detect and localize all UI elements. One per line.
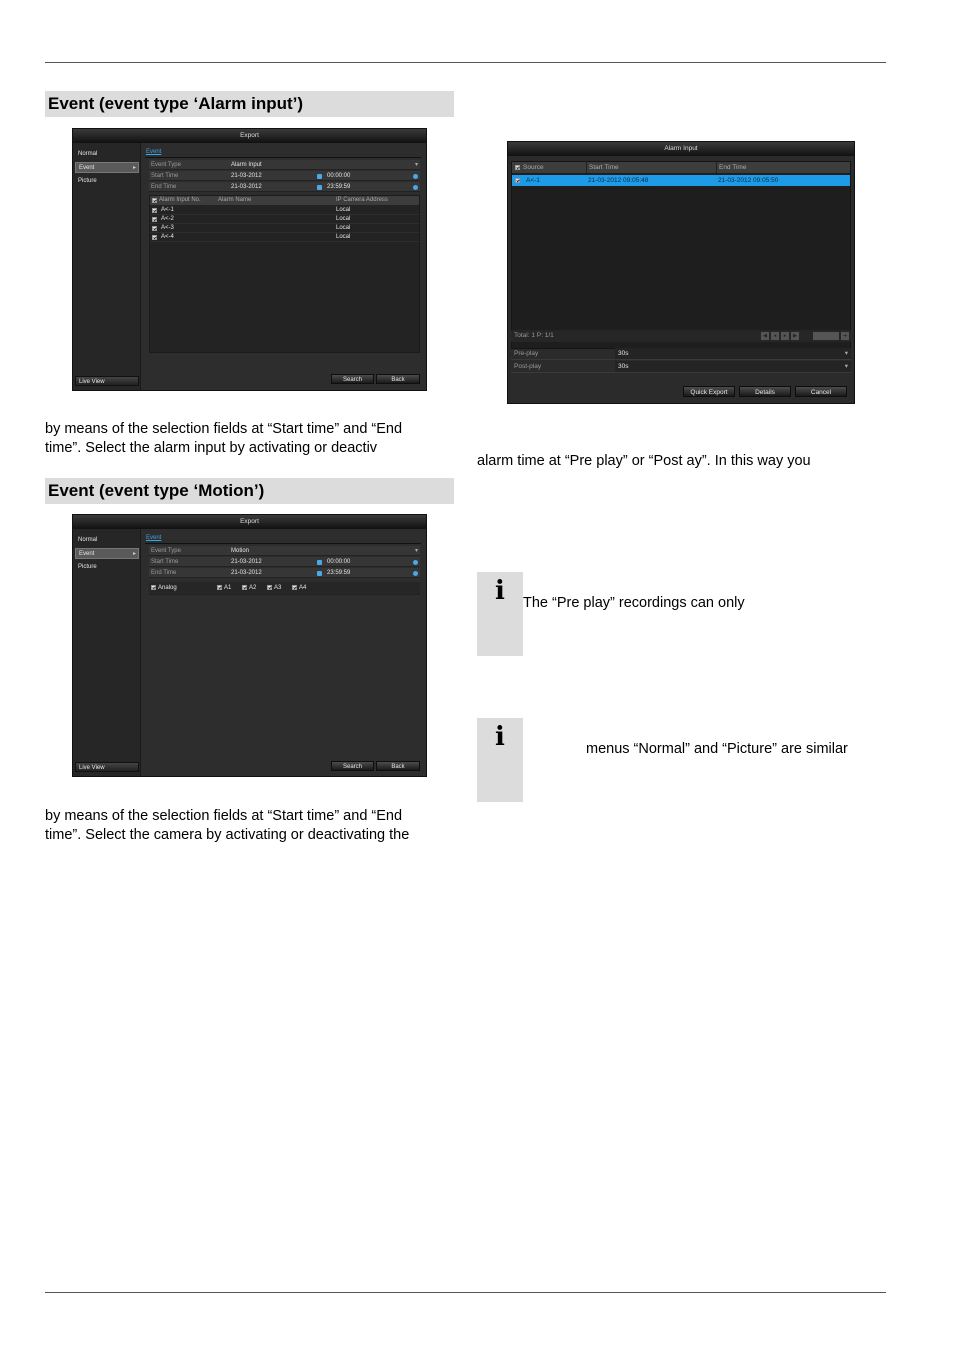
sidebar-item-normal[interactable]: Normal [78,537,98,543]
cancel-button[interactable]: Cancel [795,386,847,397]
first-page-icon[interactable]: ◀ [761,332,769,340]
calendar-icon[interactable] [317,185,322,190]
select-all-checkbox[interactable] [515,165,520,170]
paragraph-alarm-time: alarm time at “Pre play” or “Post ay”. In this way you [477,453,811,469]
end-clock-field[interactable]: 23:59:59 [327,570,351,576]
channel-checkbox[interactable] [217,585,222,590]
quick-export-button[interactable]: Quick Export [683,386,735,397]
info-box [477,718,523,802]
channel-checkbox[interactable] [292,585,297,590]
tab-divider [145,543,421,544]
end-date-field[interactable]: 21-03-2012 [231,570,262,576]
alarm-input-dialog [507,141,855,404]
alarm-input-no: A<-2 [161,216,174,222]
row-checkbox[interactable] [152,208,157,213]
section-heading-motion: Event (event type ‘Motion’) [45,478,454,504]
note-preplay: The “Pre play” recordings can only [523,595,745,611]
event-type-label: Event Type [151,548,181,554]
sidebar-item-picture[interactable]: Picture [78,178,97,184]
event-type-label: Event Type [151,162,181,168]
export-window-motion [72,514,427,777]
column-header: IP Camera Address [336,197,388,203]
table-header [150,196,419,205]
clock-icon[interactable] [413,174,418,179]
sidebar-item-picture[interactable]: Picture [78,564,97,570]
sidebar-item-event[interactable]: Event ▸ [75,548,139,559]
analog-checkbox[interactable] [151,585,156,590]
info-box [477,572,523,656]
channel-checkbox[interactable] [267,585,272,590]
go-page-icon[interactable]: ➜ [842,333,848,339]
text-line: by means of the selection fields at “Start time” and “End [45,808,403,824]
live-view-button[interactable]: Live View [75,762,139,772]
back-button[interactable]: Back [376,374,420,384]
table-row[interactable] [150,224,419,233]
start-time-label: Start Time [151,173,179,179]
footer-rule [45,1292,886,1293]
dialog-title: Alarm Input [508,142,854,156]
event-type-row[interactable] [149,160,420,170]
page-input[interactable] [813,332,839,340]
start-clock-field[interactable]: 00:00:00 [327,559,351,565]
postplay-row[interactable] [511,361,851,373]
back-button[interactable]: Back [376,761,420,771]
camera-address: Local [336,225,351,231]
camera-select-row [149,582,420,595]
sidebar [73,529,141,776]
alarm-input-no: A<-3 [161,225,174,231]
next-page-icon[interactable]: ▸ [781,332,789,340]
camera-address: Local [336,234,351,240]
calendar-icon[interactable] [317,174,322,179]
clock-icon[interactable] [413,571,418,576]
paragraph-alarm-input [45,420,402,458]
source-cell: A<-1 [526,177,540,184]
search-button[interactable]: Search [331,374,374,384]
prev-page-icon[interactable]: ◂ [771,332,779,340]
tab-event[interactable]: Event [146,149,162,155]
clock-icon[interactable] [413,185,418,190]
window-title: Export [73,515,426,529]
tab-event[interactable]: Event [146,535,162,541]
total-count: Total: 1 P: 1/1 [514,332,554,339]
alarm-input-no: A<-1 [161,207,174,213]
preplay-label: Pre-play [514,350,539,357]
window-title: Export [73,129,426,143]
column-header: Start Time [586,162,619,173]
channel-checkbox[interactable] [242,585,247,590]
note-menus: menus “Normal” and “Picture” are similar [586,741,848,757]
dropdown-arrow-icon: ▾ [414,548,418,554]
last-page-icon[interactable]: ▶ [791,332,799,340]
table-row[interactable] [512,175,850,186]
channel-label: A4 [299,585,307,591]
column-header: Alarm Name [218,197,252,203]
row-checkbox[interactable] [152,226,157,231]
preplay-row[interactable] [511,348,851,360]
start-time-cell: 21-03-2012 09:05:48 [588,177,649,184]
event-type-value: Motion [231,548,250,554]
clock-icon[interactable] [413,560,418,565]
camera-address: Local [336,207,351,213]
analog-label: Analog [158,585,177,591]
sidebar [73,143,141,390]
header-rule [45,62,886,63]
details-button[interactable]: Details [739,386,791,397]
start-date-field[interactable]: 21-03-2012 [231,173,262,179]
start-clock-field[interactable]: 00:00:00 [327,173,351,179]
table-row[interactable] [150,206,419,215]
paragraph-motion [45,807,409,845]
text-line: time”. Select the alarm input by activating or deactiv [45,440,378,456]
section-heading-alarm-input: Event (event type ‘Alarm input’) [45,91,454,117]
alarm-input-table [149,195,420,353]
export-window-alarm-input [72,128,427,391]
dropdown-arrow-icon: ▾ [414,162,418,168]
postplay-label: Post-play [514,363,542,370]
event-type-value: Alarm Input [231,162,262,168]
end-time-row [149,568,420,578]
start-time-row [149,557,420,567]
calendar-icon[interactable] [317,571,322,576]
table-row[interactable] [150,233,419,242]
column-header: Alarm Input No. [159,197,201,203]
event-type-row[interactable] [149,546,420,556]
table-row[interactable] [150,215,419,224]
text-line: time”. Select the camera by activating or deactivating the [45,827,410,843]
sidebar-item-event[interactable]: Event ▸ [75,162,139,173]
tab-divider [145,157,421,158]
end-time-row [149,182,420,192]
results-table [511,161,851,349]
sidebar-item-normal[interactable]: Normal [78,151,98,157]
calendar-icon[interactable] [317,560,322,565]
column-header: Source [523,164,544,171]
live-view-button[interactable]: Live View [75,376,139,386]
select-all-checkbox[interactable] [152,198,157,203]
preplay-value: 30s [615,348,851,359]
alarm-input-no: A<-4 [161,234,174,240]
row-checkbox[interactable] [515,178,520,183]
end-clock-field[interactable]: 23:59:59 [327,184,351,190]
dropdown-arrow-icon: ▾ [844,363,848,370]
info-icon: i [495,722,505,752]
end-time-label: End Time [151,184,177,190]
table-header [512,162,850,173]
start-time-row [149,171,420,181]
camera-address: Local [336,216,351,222]
end-date-field[interactable]: 21-03-2012 [231,184,262,190]
start-time-label: Start Time [151,559,179,565]
row-checkbox[interactable] [152,235,157,240]
end-time-cell: 21-03-2012 09:05:50 [718,177,779,184]
search-button[interactable]: Search [331,761,374,771]
channel-label: A2 [249,585,257,591]
pagination-bar [511,330,851,342]
start-date-field[interactable]: 21-03-2012 [231,559,262,565]
postplay-value: 30s [615,361,851,372]
info-icon: i [495,576,505,606]
channel-label: A1 [224,585,232,591]
text-line: by means of the selection fields at “Start time” and “End [45,421,403,437]
column-header: End Time [716,162,746,173]
dropdown-arrow-icon: ▾ [844,350,848,357]
channel-label: A3 [274,585,282,591]
end-time-label: End Time [151,570,177,576]
row-checkbox[interactable] [152,217,157,222]
